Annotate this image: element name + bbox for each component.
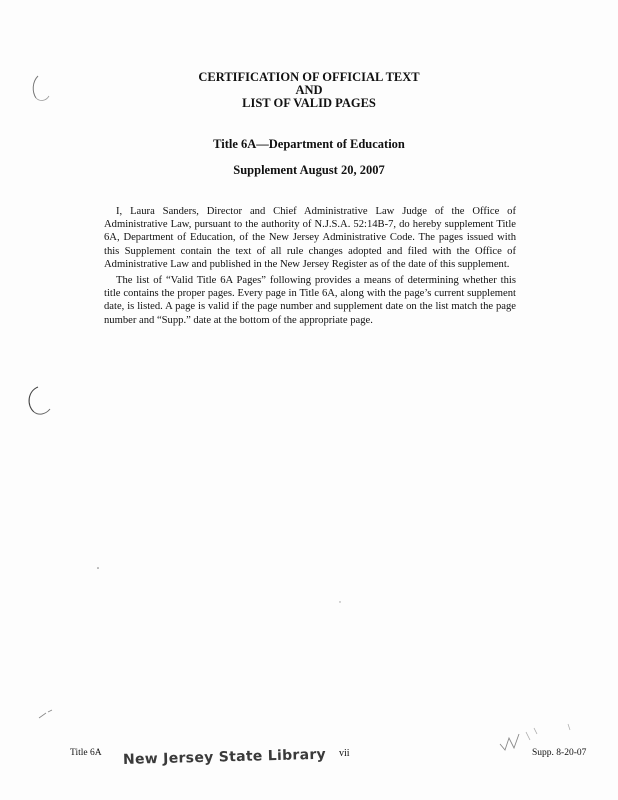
title-subtitle: Title 6A—Department of Education	[213, 137, 405, 151]
certification-paragraph: I, Laura Sanders, Director and Chief Administrative Law Judge of the Office of Administrative Law, pursuant to the authority of N.J.S.A. 52:14B-7, do hereby supplement Title 6A, Department of Education, of the New Jersey Administrative Code. The pages issued with this Supplement contain the text of all rule changes adopted and filed with the Office of Administrative Law and published in the New Jersey Register as of the date of this supplement.	[104, 206, 516, 270]
valid-pages-paragraph: The list of “Valid Title 6A Pages” following provides a means of determining whether this title contains the proper pages. Every page in Title 6A, along with the page’s current supplement date, is listed. A page is valid if the page number and supplement date on the list match the page number and “Supp.” date at the bottom of the appropriate page.	[104, 275, 516, 326]
supplement-date-heading: Supplement August 20, 2007	[233, 163, 385, 177]
scan-specks	[90, 560, 390, 620]
footer-supplement-date: Supp. 8-20-07	[532, 748, 587, 758]
heading-and: AND	[295, 83, 323, 97]
page-number: vii	[339, 748, 350, 759]
heading-certification: CERTIFICATION OF OFFICIAL TEXT	[198, 70, 420, 84]
heading-list-of-valid-pages: LIST OF VALID PAGES	[242, 96, 376, 110]
scan-hole-mark-bottom	[36, 708, 56, 722]
scan-hole-mark-middle	[22, 385, 56, 419]
library-stamp: New Jersey State Library	[122, 746, 327, 768]
footer-title: Title 6A	[70, 748, 102, 758]
